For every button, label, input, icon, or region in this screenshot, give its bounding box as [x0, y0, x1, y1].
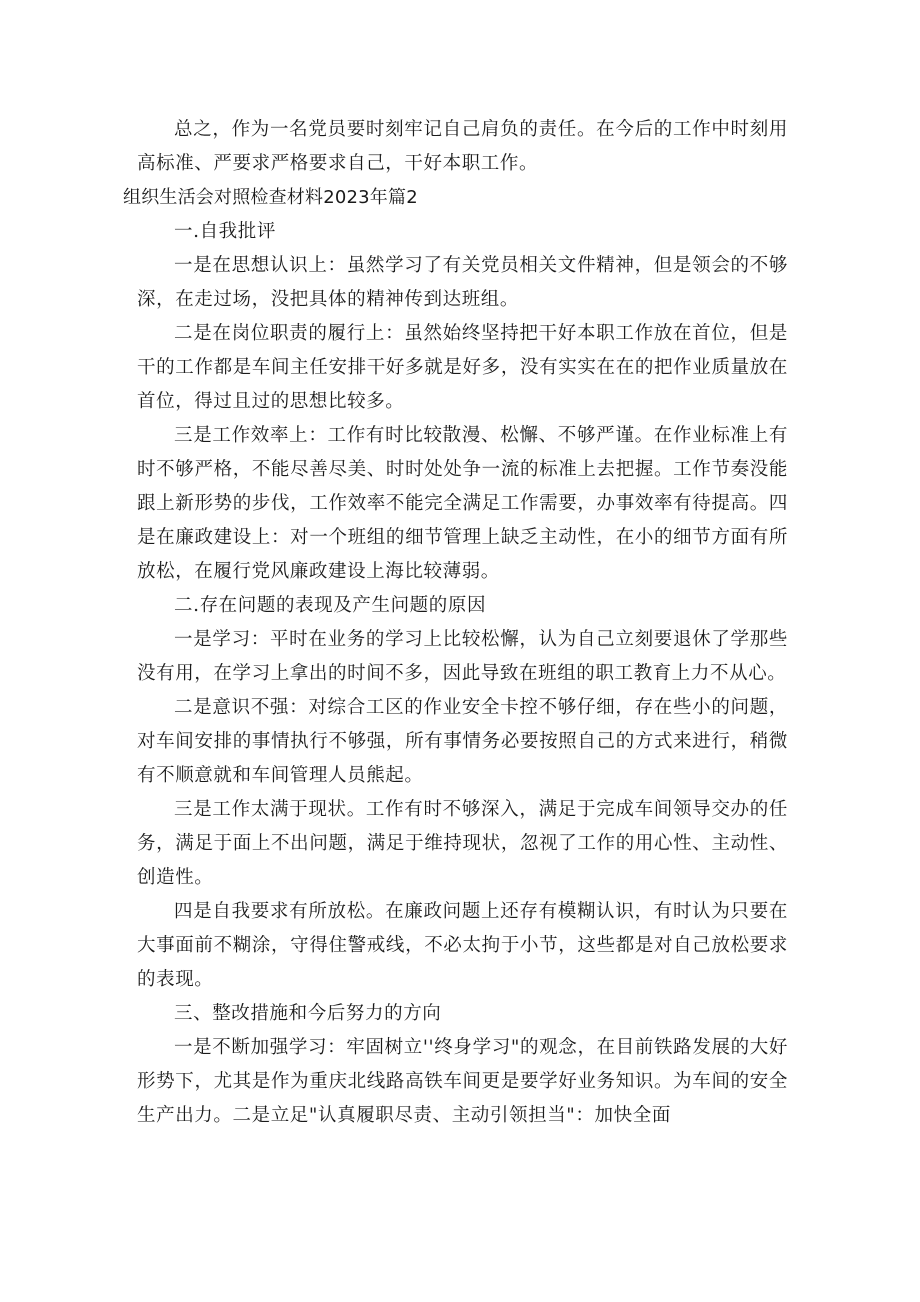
opening-paragraph: 总之，作为一名党员要时刻牢记自己肩负的责任。在今后的工作中时刻用高标准、严要求严格要求自己，干好本职工作。: [137, 119, 788, 174]
paragraph: 四是自我要求有所放松。在廉政问题上还存有模糊认识，有时认为只要在大事面前不糊涂，守得住警戒线，不必太拘于小节，这些都是对自己放松要求的表现。: [137, 901, 788, 990]
section-heading-problems: 二.存在问题的表现及产生问题的原因: [174, 595, 487, 616]
paragraph: 二是意识不强：对综合工区的作业安全卡控不够仔细，存在些小的问题，对车间安排的事情执行不够强，所有事情务必要按照自己的方式来进行，稍微有不顺意就和车间管理人员熊起。: [137, 697, 788, 786]
document-subtitle: 组织生活会对照检查材料2023年篇2: [123, 187, 418, 208]
paragraph: 三是工作太满于现状。工作有时不够深入，满足于完成车间领导交办的任务，满足于面上不出问题，满足于维持现状，忽视了工作的用心性、主动性、创造性。: [137, 799, 788, 888]
section-heading-self-criticism: 一.自我批评: [174, 221, 276, 242]
paragraph: 二是在岗位职责的履行上：虽然始终坚持把干好本职工作放在首位，但是干的工作都是车间主任安排干好多就是好多，没有实实在在的把作业质量放在首位，得过且过的思想比较多。: [137, 323, 788, 412]
paragraph: 三是工作效率上：工作有时比较散漫、松懈、不够严谨。在作业标准上有时不够严格，不能尽善尽美、时时处处争一流的标准上去把握。工作节奏没能跟上新形势的步伐，工作效率不能完全满足工作需要，办事效率有待提高。四是在廉政建设上：对一个班组的细节管理上缺乏主动性，在小的细节方面有所放松，在履行党风廉政建设上海比较薄弱。: [137, 425, 788, 582]
paragraph: 一是在思想认识上：虽然学习了有关党员相关文件精神，但是领会的不够深，在走过场，没把具体的精神传到达班组。: [137, 255, 788, 310]
paragraph: 一是不断加强学习：牢固树立''终身学习"的观念，在目前铁路发展的大好形势下，尤其是作为重庆北线路高铁车间更是要学好业务知识。为车间的安全生产出力。二是立足"认真履职尽责、主动引领担当"：加快全面: [137, 1037, 788, 1126]
document-body: [123, 113, 788, 1133]
section-heading-rectification: 三、整改措施和今后努力的方向: [174, 1003, 442, 1024]
paragraph: 一是学习：平时在业务的学习上比较松懈，认为自己立刻要退休了学那些没有用，在学习上拿出的时间不多，因此导致在班组的职工教育上力不从心。: [137, 629, 788, 684]
